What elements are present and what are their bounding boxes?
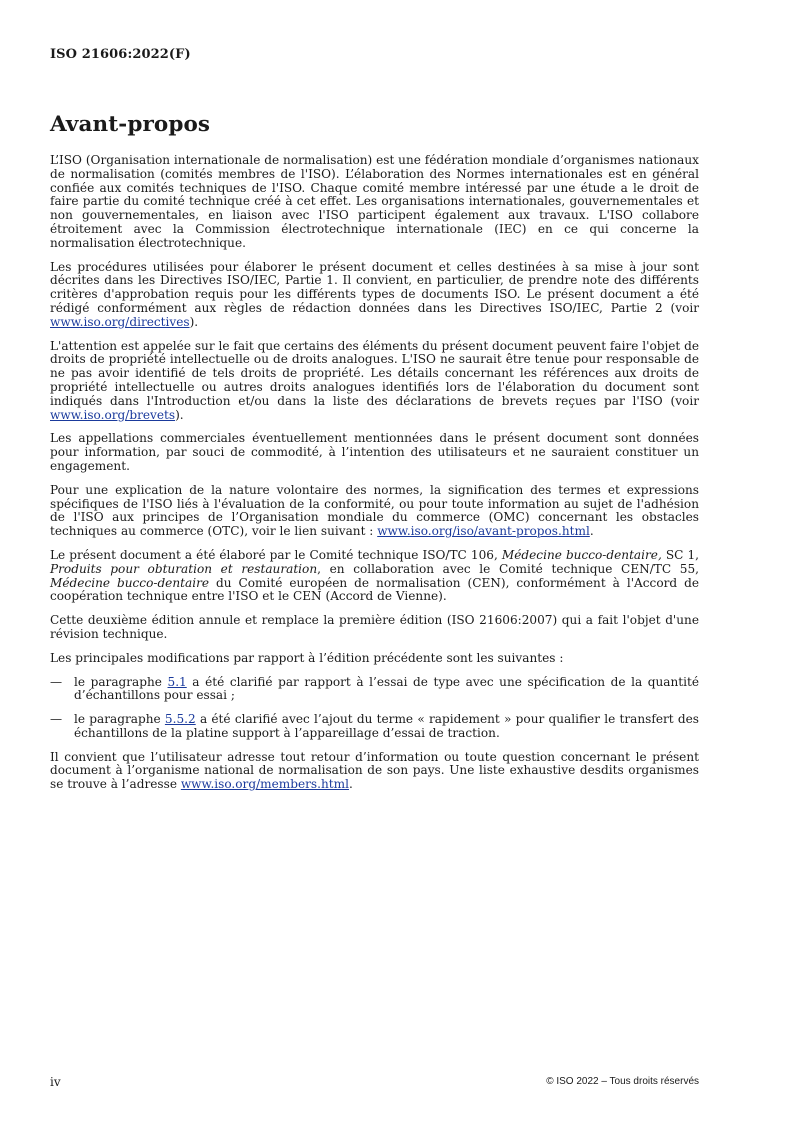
foreword-body	[50, 154, 699, 802]
list-dash: —	[50, 674, 63, 689]
list-item-2-after: a été clarifié avec l’ajout du terme « rapidement » pour qualifier le transfert des échantillons de la platine support à l’appareillage d’essai de traction.	[74, 712, 700, 740]
list-dash: —	[50, 712, 63, 727]
link-iso-avant-propos[interactable]: www.iso.org/iso/avant-propos.html	[377, 524, 590, 539]
paragraph-procedures	[50, 261, 699, 330]
paragraph-patents-text: L'attention est appelée sur le fait que certains des éléments du présent document peuvent faire l'objet de droits de propriété intellectuelle ou de droits analogues. L'ISO ne saurait être tenue pour responsable de ne pas avoir identifié de tels droits de propriété. Les détails concernant les références aux droits de propriété intellectuelle ou autres droits analogues identifiés lors de l'élaboration du document sont indiqués dans l'Introduction et/ou dans la liste des déclarations de brevets reçues par l'ISO (voir	[50, 338, 699, 408]
list-item-1-before: le paragraphe	[74, 674, 168, 689]
paragraph-iso-overview: L’ISO (Organisation internationale de normalisation) est une fédération mondiale d’organismes nationaux de normalisation (comités membres de l'ISO). L’élaboration des Normes internationales est en général confiée aux comités techniques de l'ISO. Chaque comité membre intéressé par une étude a le droit de faire partie du comité technique créé à cet effet. Les organisations internationales, gouvernementales et non gouvernementales, en liaison avec l'ISO participent également aux travaux. L'ISO collabore étroitement avec la Commission électrotechnique internationale (IEC) en ce qui concerne la normalisation électrotechnique.	[50, 153, 699, 250]
list-item-text	[74, 676, 699, 704]
paragraph-procedures-text: Les procédures utilisées pour élaborer le présent document et celles destinées à sa mise à jour sont décrites dans les Directives ISO/IEC, Partie 1. Il convient, en particulier, de prendre note des différents critères d'approbation requis pour les différents types de documents ISO. Le présent document a été rédigé conformément aux règles de rédaction données dans les Directives ISO/IEC, Partie 2 (voir	[50, 259, 699, 315]
committee-text-a: Le présent document a été élaboré par le Comité technique ISO/TC 106,	[50, 547, 502, 562]
committee-sc-name: Produits pour obturation et restauration	[50, 561, 318, 576]
link-iso-brevets[interactable]: www.iso.org/brevets	[50, 407, 176, 422]
committee-cen-tc-name: Médecine bucco-dentaire	[50, 575, 210, 590]
document-id-header: ISO 21606:2022(F)	[50, 47, 191, 62]
paragraph-feedback	[50, 751, 699, 792]
committee-tc-name: Médecine bucco-dentaire,	[501, 547, 662, 562]
page-title: Avant-propos	[50, 112, 211, 137]
document-page	[50, 0, 699, 1122]
link-iso-members[interactable]: www.iso.org/members.html	[180, 777, 349, 792]
paragraph-voluntary-nature-text: Pour une explication de la nature volontaire des normes, la signification des termes et expressions spécifiques de l'ISO liés à l'évaluation de la conformité, ou pour toute information au sujet de l'adhésion de l'ISO aux principes de l’Organisation mondiale du commerce (OMC) concernant les obstacles techniques au commerce (OTC), voir le lien suivant :	[50, 482, 699, 539]
paragraph-voluntary-nature-tail: .	[589, 524, 594, 539]
paragraph-committee	[50, 549, 699, 604]
paragraph-feedback-text: Il convient que l’utilisateur adresse tout retour d’information ou toute question concernant le présent document à l’organisme national de normalisation de son pays. Une liste exhaustive desdits organismes se trouve à l’adresse	[50, 749, 699, 792]
paragraph-edition: Cette deuxième édition annule et remplace la première édition (ISO 21606:2007) qui a fait l'objet d'une révision technique.	[50, 613, 699, 641]
link-clause-5-5-2[interactable]: 5.5.2	[164, 712, 196, 727]
list-item	[50, 713, 699, 741]
link-clause-5-1[interactable]: 5.1	[167, 674, 187, 689]
copyright-notice: © ISO 2022 – Tous droits réservés	[546, 1076, 699, 1087]
page-number: iv	[50, 1075, 61, 1089]
list-item	[50, 676, 699, 704]
paragraph-procedures-tail: ).	[189, 314, 199, 329]
paragraph-voluntary-nature	[50, 484, 699, 539]
committee-text-e: , en collaboration avec le Comité technique CEN/TC 55,	[317, 561, 699, 576]
paragraph-patents	[50, 340, 699, 423]
list-item-text	[74, 713, 699, 741]
committee-text-g: du Comité européen de normalisation (CEN), conformément à l'Accord de coopération technique entre l'ISO et le CEN (Accord de Vienne).	[50, 575, 699, 604]
list-item-2-before: le paragraphe	[74, 712, 165, 727]
paragraph-trade-names: Les appellations commerciales éventuellement mentionnées dans le présent document sont données pour information, par souci de commodité, à l’intention des utilisateurs et ne sauraient constituer un engagement.	[50, 431, 699, 473]
paragraph-patents-tail: ).	[175, 407, 184, 422]
link-iso-directives[interactable]: www.iso.org/directives	[50, 314, 190, 329]
committee-text-c: SC 1,	[661, 547, 699, 562]
paragraph-feedback-tail: .	[348, 777, 353, 792]
list-item-1-after: a été clarifié par rapport à l’essai de type avec une spécification de la quantité d’échantillons pour essai ;	[74, 674, 700, 703]
paragraph-changes-intro: Les principales modifications par rapport à l’édition précédente sont les suivantes :	[50, 650, 564, 665]
